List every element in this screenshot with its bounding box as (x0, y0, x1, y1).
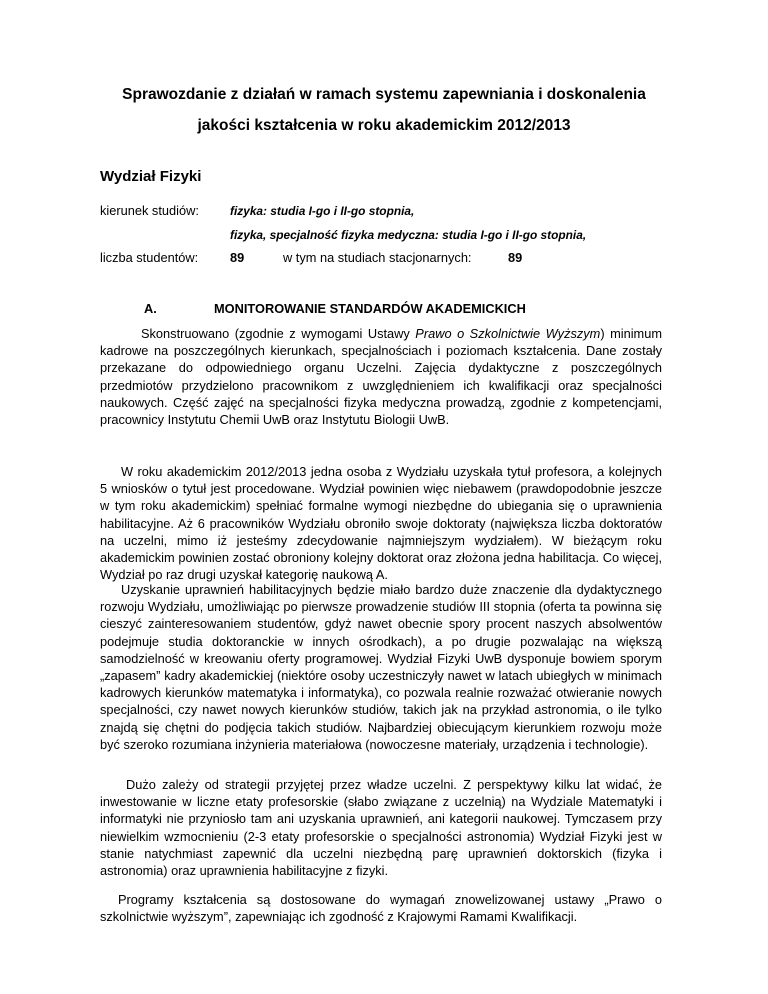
stationary-students-label: w tym na studiach stacjonarnych: (283, 250, 472, 265)
paragraph-4: Dużo zależy od strategii przyjętej przez władze uczelni. Z perspektywy kilku lat widać, że inwestowanie w liczne etaty profesorskie (słabo związane z uczelnią) na Wydziale Matematyki i informatyki nie przyniosło tam ani uzyskania uprawnień, ani kategorii naukowej. Tymczasem przy niewielkim wzmocnieniu (2-3 etaty profesorskie o specjalności astronomia) Wydział Fizyki jest w stanie natychmiast zapewnić dla uczelni niezbędną parę uprawnień doktorskich (fizyka i astronomia) oraz uprawnienia habilitacyjne z fizyki. (100, 777, 662, 879)
field-of-study-value-2: fizyka, specjalność fizyka medyczna: studia I-go i II-go stopnia, (230, 228, 587, 242)
section-letter: A. (144, 301, 157, 316)
paragraph-1-act-name: Prawo o Szkolnictwie Wyższym (415, 326, 601, 341)
paragraph-3: Uzyskanie uprawnień habilitacyjnych będzie miało bardzo duże znaczenie dla dydaktycznego rozwoju Wydziału, umożliwiając po pierwsze prowadzenie studiów III stopnia (oferta ta powinna się cieszyć zainteresowaniem studentów, gdyż nawet obecnie spory procent naszych absolwentów podejmuje studia doktoranckie w innych ośrodkach), a po drugie pozwalając na większą samodzielność w kreowaniu oferty programowej. Wydział Fizyki UwB dysponuje bowiem sporym „zapasem” kadry akademickiej (niektóre osoby uczestniczyły nawet w latach ubiegłych w minimach kadrowych kierunków matematyka i informatyka), co pozwala realnie rozważać otwieranie nowych specjalności, czy nawet nowych kierunków studiów, takich jak na przykład astronomia, o ile tylko znajdą się chętni do podjęcia takich studiów. Najbardziej obiecującym kierunkiem rozwoju może być szeroko rozumiana inżynieria materiałowa (nowoczesne materiały, urządzenia i technologie). (100, 582, 662, 752)
paragraph-5: Programy kształcenia są dostosowane do wymagań znowelizowanej ustawy „Prawo o szkolnictwie wyższym”, zapewniając ich zgodność z Krajowymi Ramami Kwalifikacji. (100, 892, 662, 925)
document-title-line-2: jakości kształcenia w roku akademickim 2012/2013 (197, 117, 571, 134)
field-of-study-label: kierunek studiów: (100, 203, 199, 218)
field-of-study-value-1: fizyka: studia I-go i II-go stopnia, (230, 204, 415, 218)
stationary-students-value: 89 (508, 250, 523, 265)
students-count-value: 89 (230, 250, 245, 265)
paragraph-1-end: ) minimum kadrowe na poszczególnych kierunkach, specjalnościach i poziomach kształcenia. Dane zostały przekazane do odpowiedniego organu Uczelni. Zajęcia dydaktyczne z poszczególnych przedmiotów przydzielono pracownikom z uwzględnieniem ich kwalifikacji oraz specjalności naukowych. Część zajęć na specjalności fizyka medyczna prowadzą, zgodnie z kompetencjami, pracownicy Instytutu Chemii UwB oraz Instytutu Biologii UwB. (100, 326, 662, 428)
faculty-heading: Wydział Fizyki (100, 168, 202, 185)
section-title: MONITOROWANIE STANDARDÓW AKADEMICKICH (214, 301, 526, 316)
paragraph-1 (100, 325, 662, 428)
students-count-label: liczba studentów: (100, 250, 199, 265)
document-title-line-1: Sprawozdanie z działań w ramach systemu zapewniania i doskonalenia (122, 86, 646, 103)
paragraph-1-start: Skonstruowano (zgodnie z wymogami Ustawy (141, 326, 416, 341)
paragraph-2: W roku akademickim 2012/2013 jedna osoba z Wydziału uzyskała tytuł profesora, a kolejnych 5 wniosków o tytuł jest procedowane. Wydział powinien więc niebawem (prawdopodobnie jeszcze w tym roku akademickim) spełniać formalne wymogi niezbędne do ubiegania się o uprawnienia habilitacyjne. Aż 6 pracowników Wydziału obroniło swoje doktoraty (największa liczba doktoratów na uczelni, mimo iż jesteśmy zdecydowanie najmniejszym wydziałem). W bieżącym roku akademickim powinien zostać obroniony kolejny doktorat oraz złożona jedna habilitacja. Co więcej, Wydział po raz drugi uzyskał kategorię naukową A. (100, 464, 662, 583)
